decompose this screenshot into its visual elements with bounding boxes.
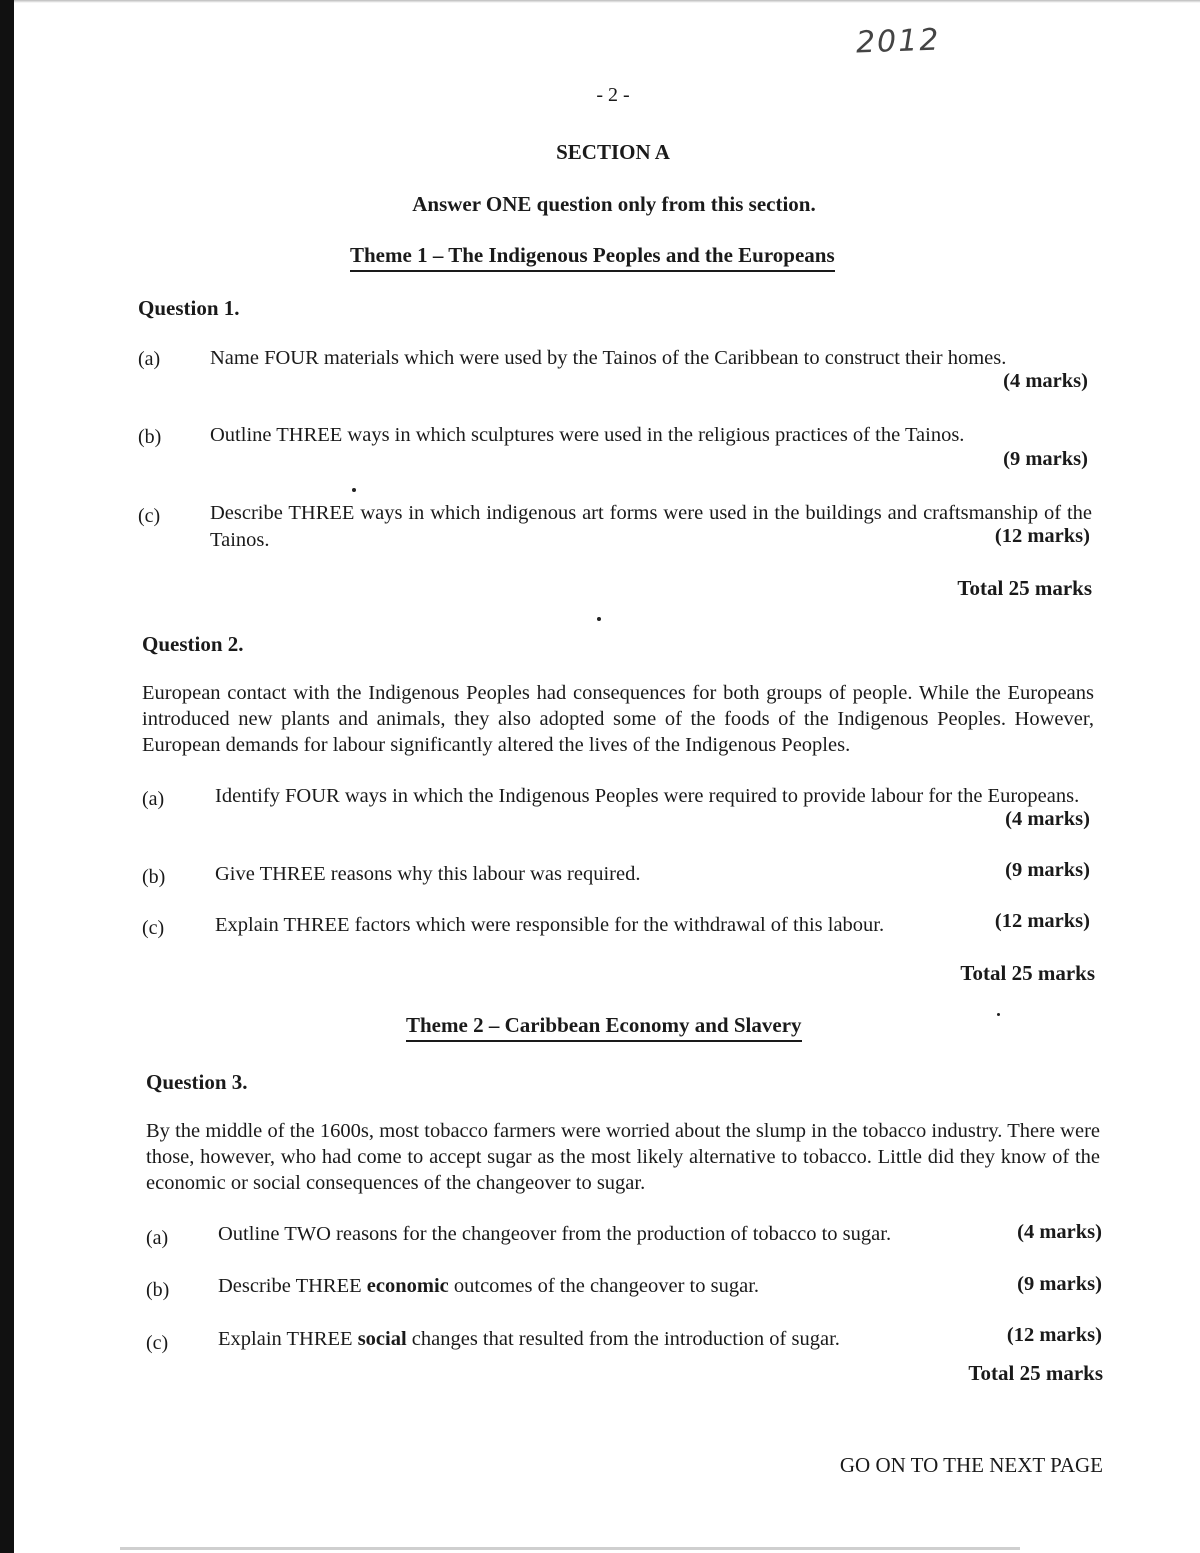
scan-top-edge: [14, 0, 1200, 3]
q3-stem: By the middle of the 1600s, most tobacco farmers were worried about the slump in the tobacco industry. There were those, however, who had come to accept sugar as the most likely alternative to tobacco. Little did they know of the economic or social consequences of the changeover to sugar.: [146, 1120, 1100, 1194]
scan-speck: [352, 488, 356, 492]
q1-total-marks: Total 25 marks: [957, 576, 1092, 600]
q3-part-b-letter: (b): [146, 1279, 170, 1301]
scan-speck: [997, 1013, 1000, 1016]
q1-part-b-marks: (9 marks): [1003, 448, 1088, 470]
q2-part-c-letter: (c): [142, 917, 165, 939]
q3-part-b-text-after: outcomes of the changeover to sugar.: [448, 1275, 760, 1297]
q2-part-b-letter: (b): [142, 866, 166, 888]
q1-part-a-text: Name FOUR materials which were used by the Tainos of the Caribbean to construct their homes.: [210, 347, 1007, 369]
q3-part-a-marks: (4 marks): [1017, 1221, 1102, 1243]
handwritten-year: 2012: [855, 22, 941, 61]
theme-1-heading: Theme 1 – The Indigenous Peoples and the Europeans: [350, 243, 835, 272]
q2-part-c-text: Explain THREE factors which were responsible for the withdrawal of this labour.: [215, 914, 885, 936]
q2-part-c-marks: (12 marks): [994, 910, 1090, 932]
q1-part-c-text: Describe THREE ways in which indigenous art forms were used in the buildings and craftsmanship of the Tainos.: [210, 502, 1092, 551]
next-page-notice: GO ON TO THE NEXT PAGE: [839, 1453, 1103, 1477]
q3-part-a-text: Outline TWO reasons for the changeover from the production of tobacco to sugar.: [218, 1223, 892, 1245]
theme-2-heading: Theme 2 – Caribbean Economy and Slavery: [406, 1013, 802, 1042]
q3-part-c-emphasis: social: [357, 1328, 407, 1350]
q3-part-c-text-after: changes that resulted from the introduction of sugar.: [406, 1328, 840, 1350]
q2-part-a-letter: (a): [142, 788, 165, 810]
q1-part-c-marks: (12 marks): [994, 525, 1090, 547]
q3-part-c-text: [218, 1326, 840, 1353]
q2-part-b-marks: (9 marks): [1005, 859, 1090, 881]
q3-part-b-marks: (9 marks): [1017, 1273, 1102, 1295]
section-title: SECTION A: [556, 140, 670, 164]
page-number: - 2 -: [596, 84, 630, 106]
q3-part-a-letter: (a): [146, 1227, 169, 1249]
q3-part-c-marks: (12 marks): [1006, 1324, 1102, 1346]
q3-part-c-letter: (c): [146, 1332, 169, 1354]
q3-part-b-text-before: Describe THREE: [218, 1275, 367, 1297]
q1-part-a-marks: (4 marks): [1003, 370, 1088, 392]
scan-left-edge: [0, 0, 14, 1553]
q2-part-a-text: Identify FOUR ways in which the Indigenous Peoples were required to provide labour for the Europeans.: [215, 785, 1080, 807]
q1-part-c-letter: (c): [138, 505, 161, 527]
scan-speck: [597, 617, 601, 621]
q3-total-marks: Total 25 marks: [968, 1361, 1103, 1385]
question-2-heading: Question 2.: [142, 632, 244, 656]
q2-part-b-text: Give THREE reasons why this labour was required.: [215, 863, 641, 885]
q1-part-b-text: Outline THREE ways in which sculptures were used in the religious practices of the Tainos.: [210, 424, 965, 446]
section-instruction: Answer ONE question only from this section.: [412, 192, 816, 216]
scan-bottom-edge: [120, 1547, 1020, 1550]
q3-part-c-text-before: Explain THREE: [218, 1328, 358, 1350]
q2-part-a-marks: (4 marks): [1005, 808, 1090, 830]
question-1-heading: Question 1.: [138, 296, 240, 320]
q2-total-marks: Total 25 marks: [960, 961, 1095, 985]
q3-part-b-emphasis: economic: [366, 1275, 449, 1297]
q3-part-b-text: [218, 1273, 759, 1300]
q2-stem: European contact with the Indigenous Peoples had consequences for both groups of people. While the Europeans introduced new plants and animals, they also adopted some of the foods of the Indigenous Peoples. However, European demands for labour significantly altered the lives of the Indigenous Peoples.: [142, 682, 1094, 756]
question-3-heading: Question 3.: [146, 1070, 248, 1094]
q1-part-a-letter: (a): [138, 348, 161, 370]
q1-part-b-letter: (b): [138, 426, 162, 448]
